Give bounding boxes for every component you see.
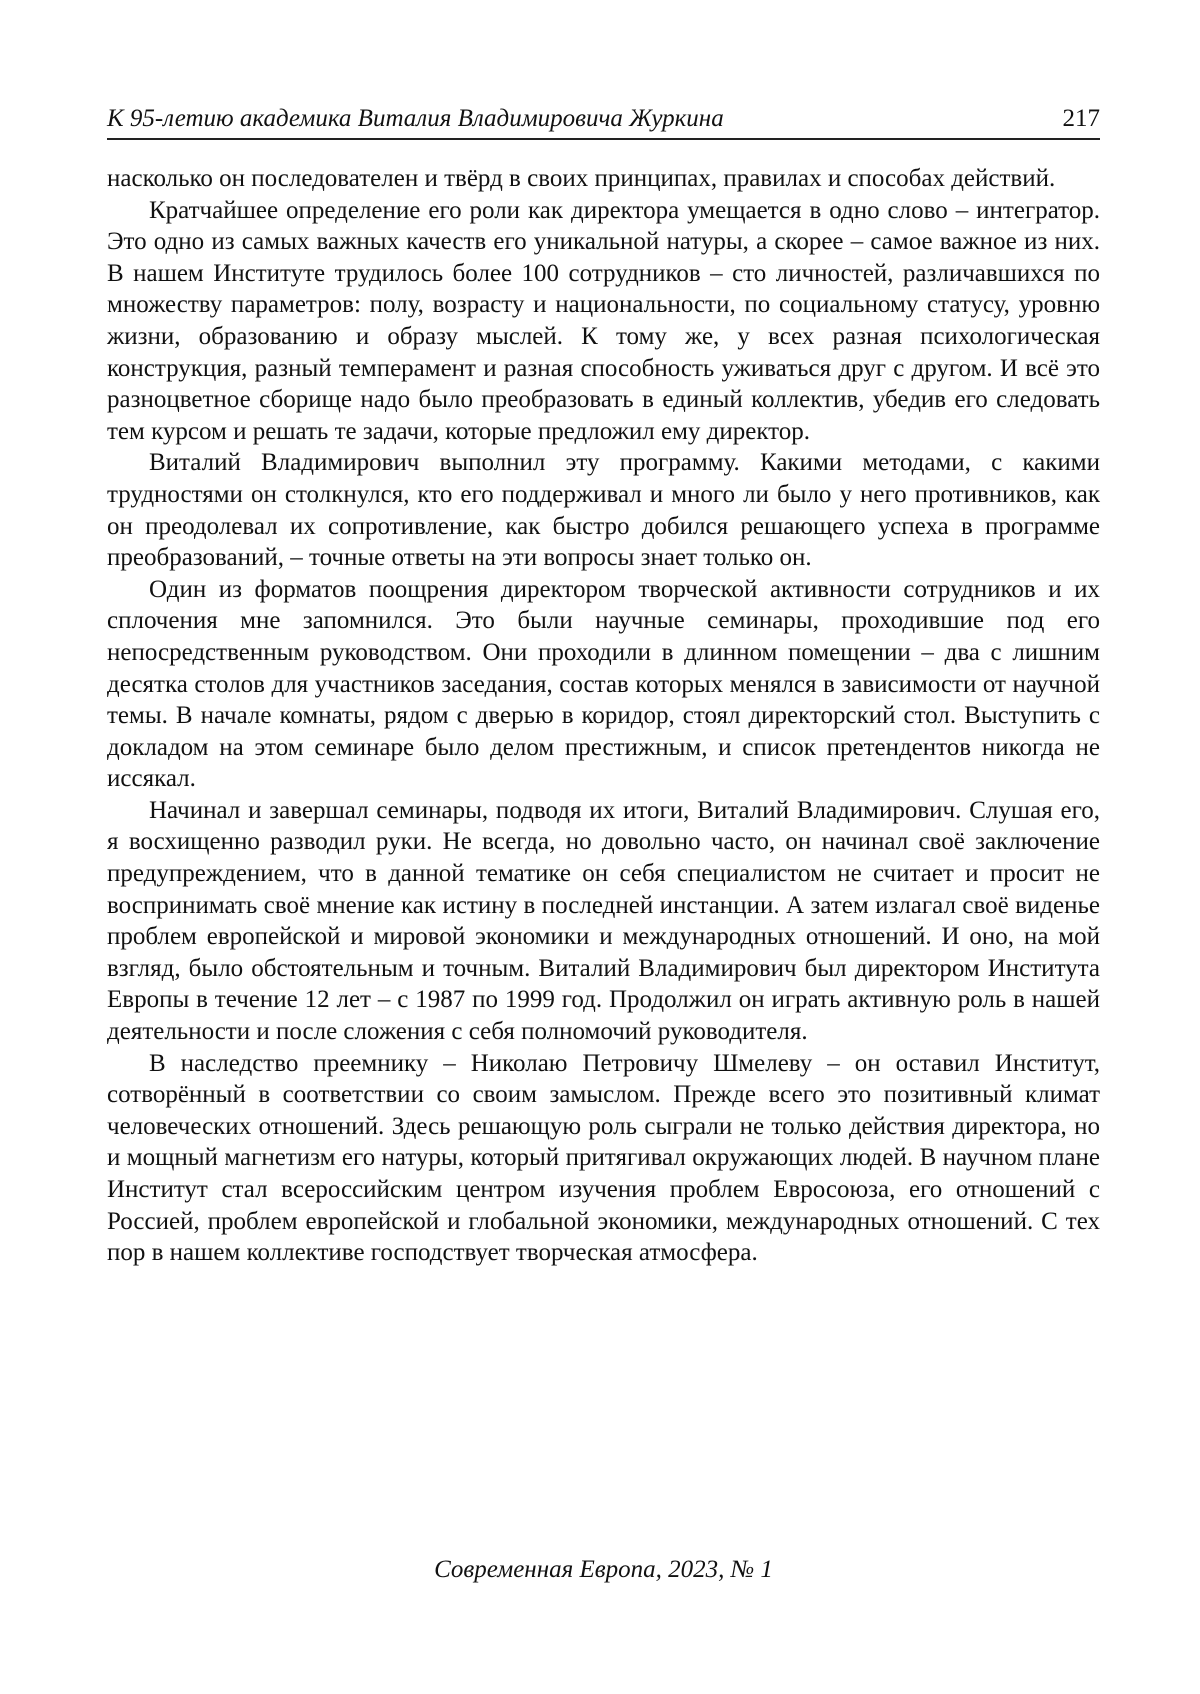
paragraph: Один из форматов поощрения директором творческой активности сотрудников и их сплочения мне запомнился. Это были научные семинары, проходившие под его непосредственным руководством. Они проходили в длинном помещении – два с лишним десятка столов для участников заседания, состав которых менялся в зависимости от научной темы. В начале комнаты, рядом с дверью в коридор, стоял директорский стол. Выступить с докладом на этом семинаре было делом престижным, и список претендентов никогда не иссякал. — [107, 575, 1100, 793]
paragraph: Виталий Владимирович выполнил эту программу. Какими методами, с какими трудностями он столкнулся, кто его поддерживал и много ли было у него противников, как он преодолевал их сопротивление, как быстро добился решающего успеха в программе преобразований, – точные ответы на эти вопросы знает только он. — [107, 449, 1100, 572]
paragraph: насколько он последователен и твёрд в своих принципах, правилах и способах действий. — [107, 165, 1056, 192]
paragraph: Начинал и завершал семинары, подводя их итоги, Виталий Владимирович. Слушая его, я восхищенно разводил руки. Не всегда, но довольно часто, он начинал своё заключение предупреждением, что в данной тематике он себя специалистом не считает и просит не воспринимать своё мнение как истину в последней инстанции. А затем излагал своё виденье проблем европейской и мировой экономики и международных отношений. И оно, на мой взгляд, было обстоятельным и точным. Виталий Владимирович был директором Института Европы в течение 12 лет – с 1987 по 1999 год. Продолжил он играть активную роль в нашей деятельности и после сложения с себя полномочий руководителя. — [107, 796, 1100, 1046]
header-title: К 95-летию академика Виталия Владимировича Журкина — [107, 105, 724, 132]
running-footer: Современная Европа, 2023, № 1 — [434, 1556, 773, 1583]
page-number: 217 — [1062, 105, 1100, 132]
paragraph: В наследство преемнику – Николаю Петровичу Шмелеву – он оставил Институт, сотворённый в соответствии со своим замыслом. Прежде всего это позитивный климат человеческих отношений. Здесь решающую роль сыграли не только действия директора, но и мощный магнетизм его натуры, который притягивал окружающих людей. В научном плане Институт стал всероссийским центром изучения проблем Евросоюза, его отношений с Россией, проблем европейской и глобальной экономики, международных отношений. С тех пор в нашем коллективе господствует творческая атмосфера. — [107, 1049, 1100, 1267]
journal-page — [107, 0, 1100, 1694]
article-body — [107, 163, 1100, 1269]
paragraph: Кратчайшее определение его роли как директора умещается в одно слово – интегратор. Это одно из самых важных качеств его уникальной натуры, а скорее – самое важное из них. В нашем Институте трудилось более 100 сотрудников – сто личностей, различавшихся по множеству параметров: полу, возрасту и национальности, по социальному статусу, уровню жизни, образованию и образу мыслей. К тому же, у всех разная психологическая конструкция, разный темперамент и разная способность уживаться друг с другом. И всё это разноцветное сборище надо было преобразовать в единый коллектив, убедив его следовать тем курсом и решать те задачи, которые предложил ему директор. — [107, 196, 1100, 445]
running-header — [107, 104, 1100, 140]
